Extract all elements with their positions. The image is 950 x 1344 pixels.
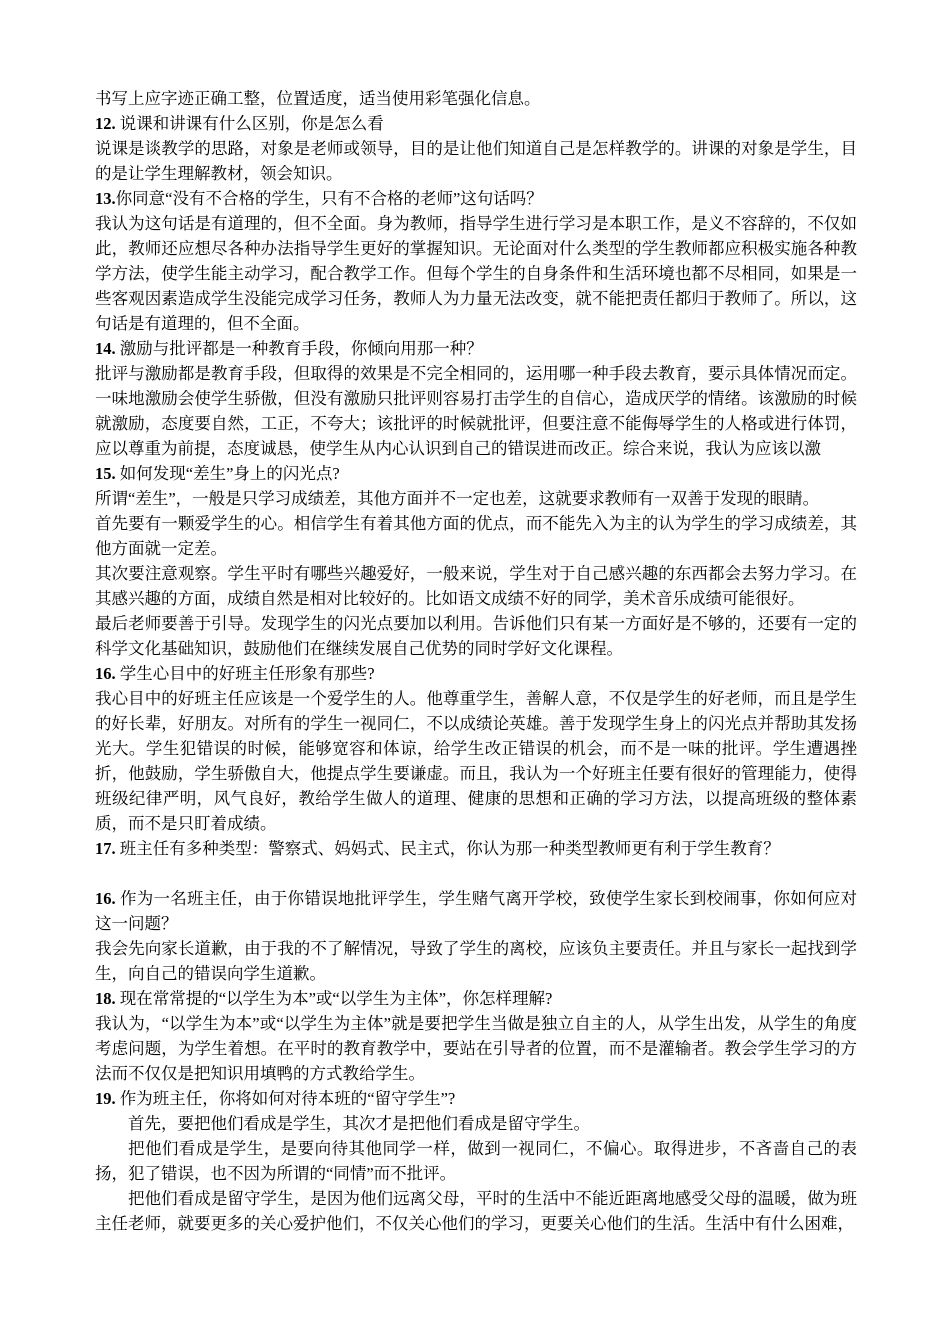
answer-paragraph: 把他们看成是留守学生，是因为他们远离父母，平时的生活中不能近距离地感受父母的温暖，做为班主任老师，就要更多的关心爱护他们，不仅关心他们的学习，更要关心他们的生活。生活中有什么困难， <box>95 1189 857 1233</box>
question-number: 18. <box>95 989 116 1008</box>
question-number: 12. <box>95 114 116 133</box>
answer-paragraph: 书写上应字迹正确工整，位置适度，适当使用彩笔强化信息。 <box>95 89 541 108</box>
answer-paragraph: 首先，要把他们看成是学生，其次才是把他们看成是留守学生。 <box>128 1114 590 1133</box>
question-number: 14. <box>95 339 116 358</box>
question-paragraph: 15. 如何发现“差生”身上的闪光点? <box>95 464 340 483</box>
answer-paragraph: 我认为，“以学生为本”或“以学生为主体”就是要把学生当做是独立自主的人，从学生出发，从学生的角度考虑问题，为学生着想。在平时的教育教学中，要站在引导者的位置，而不是灌输者。教会学生学习的方法而不仅仅是把知识用填鸭的方式教给学生。 <box>95 1014 857 1083</box>
answer-paragraph: 我认为这句话是有道理的，但不全面。身为教师，指导学生进行学习是本职工作，是义不容辞的，不仅如此，教师还应想尽各种办法指导学生更好的掌握知识。无论面对什么类型的学生教师都应积极实施各种教学方法，使学生能主动学习，配合教学工作。但每个学生的自身条件和生活环境也都不尽相同，如果是一些客观因素造成学生没能完成学习任务，教师人为力量无法改变，就不能把责任都归于教师了。所以，这句话是有道理的，但不全面。 <box>95 214 857 333</box>
answer-paragraph: 我会先向家长道歉，由于我的不了解情况，导致了学生的离校，应该负主要责任。并且与家长一起找到学生，向自己的错误向学生道歉。 <box>95 939 857 983</box>
question-paragraph: 16. 作为一名班主任，由于你错误地批评学生，学生赌气离开学校，致使学生家长到校闹事，你如何应对这一问题？ <box>95 889 857 933</box>
answer-paragraph: 说课是谈教学的思路，对象是老师或领导，目的是让他们知道自己是怎样教学的。讲课的对象是学生，目的是让学生理解教材，领会知识。 <box>95 139 857 183</box>
answer-paragraph: 把他们看成是学生，是要向待其他同学一样，做到一视同仁，不偏心。取得进步，不吝啬自己的表扬，犯了错误，也不因为所谓的“同情”而不批评。 <box>95 1139 857 1183</box>
answer-paragraph: 所谓“差生”，一般是只学习成绩差，其他方面并不一定也差，这就要求教师有一双善于发现的眼睛。 <box>95 489 820 508</box>
question-number: 16. <box>95 889 116 908</box>
question-number: 16. <box>95 664 116 683</box>
question-paragraph: 13.你同意“没有不合格的学生，只有不合格的老师”这句话吗？ <box>95 189 543 208</box>
question-paragraph: 12. 说课和讲课有什么区别，你是怎么看 <box>95 114 384 133</box>
question-number: 15. <box>95 464 116 483</box>
document-content <box>95 86 857 1236</box>
answer-paragraph: 最后老师要善于引导。发现学生的闪光点要加以利用。告诉他们只有某一方面好是不够的，还要有一定的科学文化基础知识，鼓励他们在继续发展自己优势的同时学好文化课程。 <box>95 614 857 658</box>
question-paragraph: 19. 作为班主任，你将如何对待本班的“留守学生”? <box>95 1089 456 1108</box>
question-paragraph: 18. 现在常常提的“以学生为本”或“以学生为主体”，你怎样理解? <box>95 989 553 1008</box>
answer-paragraph: 首先要有一颗爱学生的心。相信学生有着其他方面的优点，而不能先入为主的认为学生的学习成绩差，其他方面就一定差。 <box>95 514 857 558</box>
answer-paragraph: 我心目中的好班主任应该是一个爱学生的人。他尊重学生，善解人意，不仅是学生的好老师，而且是学生的好长辈，好朋友。对所有的学生一视同仁，不以成绩论英雄。善于发现学生身上的闪光点并帮助其发扬光大。学生犯错误的时候，能够宽容和体谅，给学生改正错误的机会，而不是一味的批评。学生遭遇挫折，他鼓励，学生骄傲自大，他提点学生要谦虚。而且，我认为一个好班主任要有很好的管理能力，使得班级纪律严明，风气良好，教给学生做人的道理、健康的思想和正确的学习方法，以提高班级的整体素质，而不是只盯着成绩。 <box>95 689 857 833</box>
answer-paragraph: 批评与激励都是教育手段，但取得的效果是不完全相同的，运用哪一种手段去教育，要示具体情况而定。一味地激励会使学生骄傲，但没有激励只批评则容易打击学生的自信心，造成厌学的情绪。该激励的时候就激励，态度要自然，工正，不夸大；该批评的时候就批评，但要注意不能侮辱学生的人格或进行体罚，应以尊重为前提，态度诚恳，使学生从内心认识到自己的错误进而改正。综合来说，我认为应该以激 <box>95 364 857 458</box>
question-paragraph: 14. 激励与批评都是一种教育手段，你倾向用那一种？ <box>95 339 483 358</box>
question-number: 13. <box>95 189 116 208</box>
question-paragraph: 17. 班主任有多种类型：警察式、妈妈式、民主式，你认为那一种类型教师更有利于学生教育？ <box>95 839 780 858</box>
question-number: 19. <box>95 1089 116 1108</box>
question-number: 17. <box>95 839 116 858</box>
blank-line <box>95 861 857 886</box>
answer-paragraph: 其次要注意观察。学生平时有哪些兴趣爱好，一般来说，学生对于自己感兴趣的东西都会去努力学习。在其感兴趣的方面，成绩自然是相对比较好的。比如语文成绩不好的同学，美术音乐成绩可能很好。 <box>95 564 857 608</box>
question-paragraph: 16. 学生心目中的好班主任形象有那些? <box>95 664 375 683</box>
